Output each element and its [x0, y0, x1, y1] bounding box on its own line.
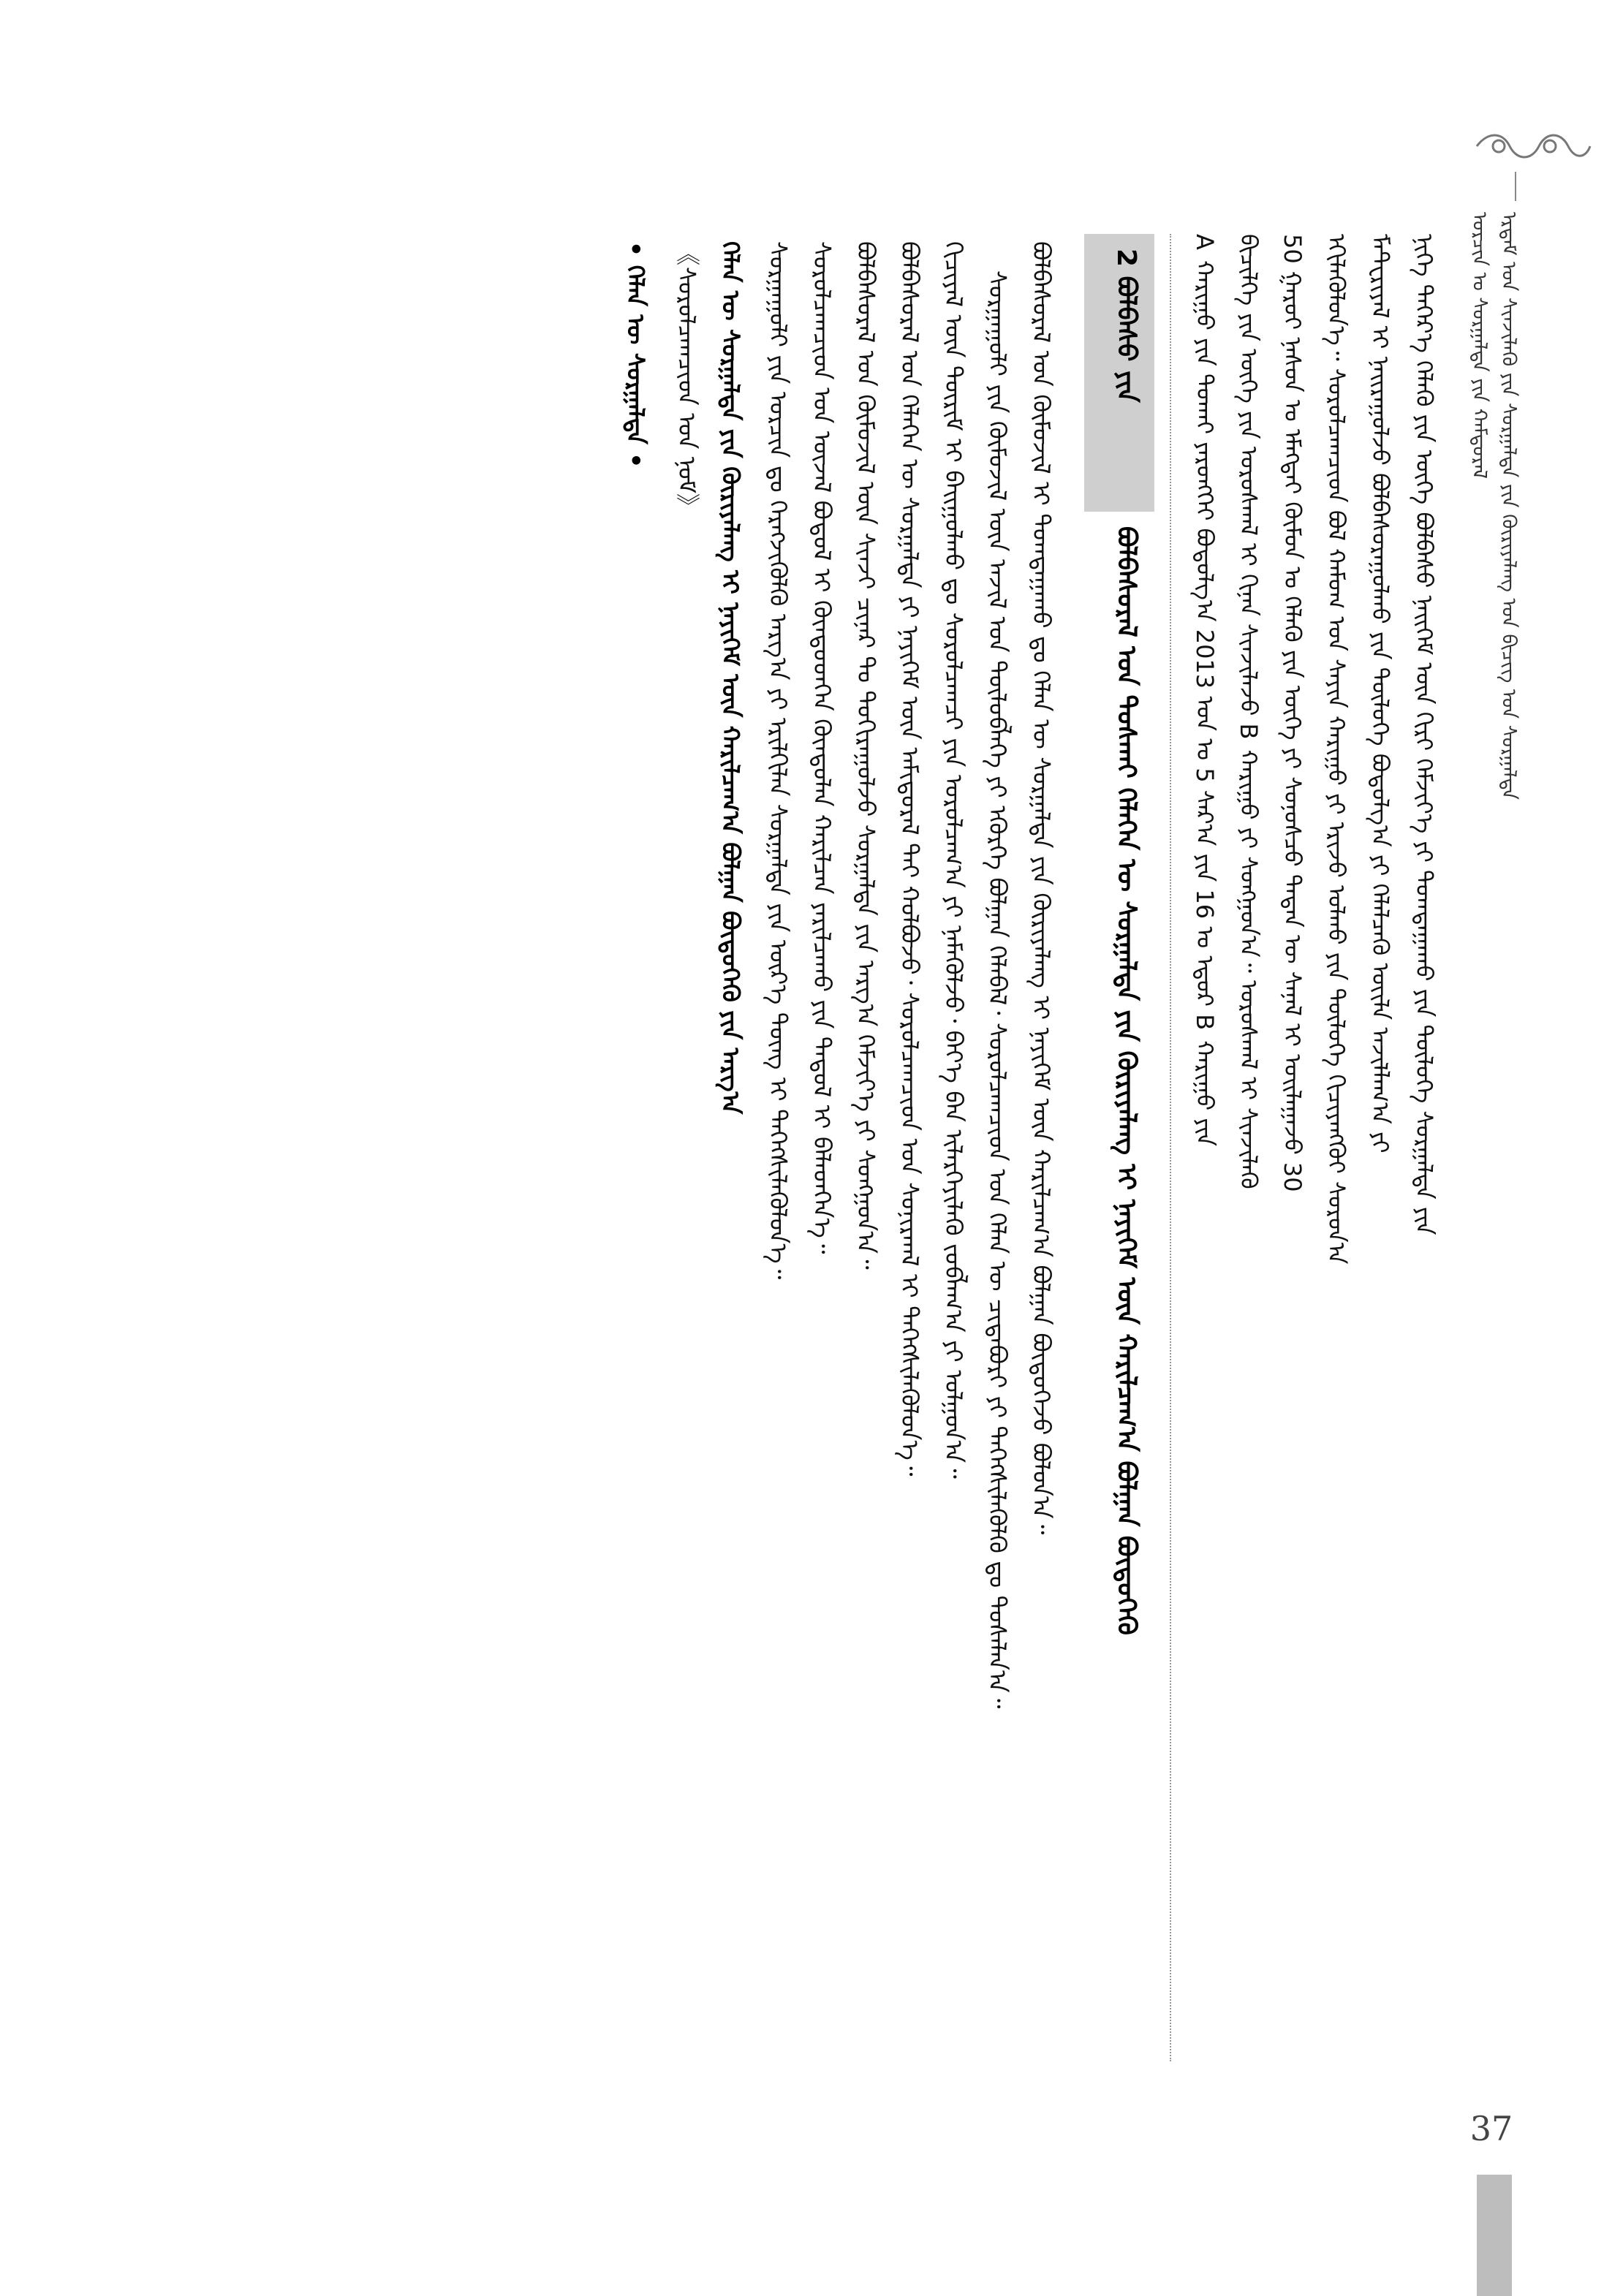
header-rule [1515, 172, 1516, 201]
section-label-box [1084, 234, 1154, 512]
intro-line: ᠨᠢᠭᠡ ᠳᠡᠭᠡᠷ᠎ᠡ ᠬᠡᠯᠡᠬᠦ ᠶᠢᠨ ᠦᠭᠡ ᠪᠣᠯᠪᠠᠰᠤ ᠨᠡᠢᠭᠡᠮ ᠦᠨ ᠬᠢᠷᠢ ᠬᠡᠮᠵᠢᠶ᠎ᠡ ᠶᠢ ᠲᠣᠭᠲᠠᠭᠠᠬᠤ ᠶᠢᠨ ᠲᠥᠯᠦᠭᠡ ᠰᠤᠷᠭᠠᠯᠳᠠ ᠶᠢᠨ [1410, 234, 1438, 1235]
page-number: 37 [1469, 2109, 1513, 2148]
intro-line: ᠡᠬᠢᠯᠡᠭᠦᠯᠦᠨ᠎ᠡ᠃ ᠰᠤᠷᠤᠯᠴᠠᠭᠴᠢᠳ ᠪᠣᠯ ᠬᠠᠮᠤᠭ ᠤᠨ ᠰᠠᠶᠢᠨ ᠬᠠᠷᠢᠭᠤ ᠶᠢ ᠡᠷᠢᠵᠦ ᠣᠯᠬᠤ ᠶᠢᠨ ᠲᠥᠯᠦᠭᠡ ᠬᠢᠴᠢᠶᠡᠩᠭᠦᠢ ᠰᠤᠷᠤᠨ᠎ᠠ [1323, 234, 1350, 1265]
body-line: ᠰᠤᠷᠭᠠᠭᠤᠯᠢ ᠶᠢᠨ ᠬᠦᠮᠦᠵᠢᠯ ᠦᠨ ᠠᠵᠢᠯ ᠤᠨ ᠲᠥᠯᠦᠪᠯᠡᠭᠡ ᠶᠢ ᠡᠭᠦᠷᠭᠡ ᠪᠣᠯᠭᠠᠨ ᠬᠡᠯᠡᠪᠡᠯ᠂ ᠰᠤᠷᠤᠯᠴᠠᠭᠴᠢᠳ ᠤᠨ ᠬᠡᠯᠡᠨ ᠦ ᠴᠢᠳᠠᠪᠤᠷᠢ ᠶᠢ ᠳᠡᠭᠡᠭᠰᠢᠯᠡᠭᠦᠯᠬᠦ ᠳᠤ ᠲᠤᠰᠠᠯᠠᠨ᠎ᠠ᠃ [983, 270, 1012, 1709]
body-line: ᠰᠤᠷᠭᠠᠭᠤᠯᠢ ᠶᠢᠨ ᠣᠷᠴᠢᠨ ᠳᠤ ᠬᠡᠷᠡᠭᠵᠢᠭᠦᠯᠬᠦ ᠠᠷᠭ᠎ᠠ ᠶᠢ ᠡᠷᠢᠯᠬᠢᠯᠡᠨ ᠰᠤᠷᠭᠠᠯᠳᠠ ᠶᠢᠨ ᠦᠷ᠎ᠡ ᠳᠦᠩ ᠢ ᠳᠡᠭᠡᠭᠰᠢᠯᠡᠭᠦᠯᠦᠨ᠎ᠡ᠃ [764, 241, 792, 1280]
intro-line: ᠪᠢᠴᠢᠯᠭᠡ ᠶᠢᠨ ᠦᠭᠡ ᠶᠢᠨ ᠤᠷᠤᠰᠬᠠᠯ ᠢ ᠬᠢᠨᠠᠨ ᠰᠢᠨᠵᠢᠯᠡᠵᠦ B ᠬᠠᠷᠢᠭᠤ ᠶᠢ ᠰᠣᠩᠭᠣᠨ᠎ᠠ᠃ ᠤᠷᠤᠰᠬᠠᠯ ᠢ ᠰᠢᠨᠵᠢᠯᠡᠬᠦ [1235, 234, 1263, 1189]
intro-line: 50 ᠭᠠᠷᠤᠢ ᠨᠠᠰᠤᠨ ᠤ ᠡᠮᠡᠭᠲᠡᠢ ᠬᠦᠮᠦᠨ ᠤ ᠬᠡᠯᠡᠬᠦ ᠶᠢᠨ ᠦᠭᠡ ᠶᠢ ᠰᠣᠨᠣᠰᠴᠤ ᠲᠡᠳᠡᠨ ᠦ ᠰᠠᠨᠠᠯ ᠢ ᠣᠢᠯᠠᠭᠠᠵᠤ 30 [1279, 234, 1306, 1192]
running-title-line: ᠣᠷᠴᠢᠨ ᠤ ᠰᠤᠷᠭᠠᠯᠳᠠ ᠶᠢᠨ ᠬᠠᠮᠲᠤᠷᠠᠯ [1468, 212, 1491, 479]
intro-line: ᠮᠠᠲ᠋ᠧᠷᠢᠶᠠᠯ ᠢ ᠨᠠᠢᠷᠠᠭᠤᠯᠵᠤ ᠪᠣᠯᠪᠠᠰᠤᠷᠠᠭᠤᠯᠬᠤ ᠶᠢᠨ ᠲᠥᠯᠦᠭᠡ ᠪᠣᠳᠤᠯᠭ᠎ᠠ ᠶᠢ ᠬᠡᠯᠡᠯᠴᠡᠬᠦ ᠦᠢᠯᠡ ᠠᠵᠢᠯᠯᠠᠭ᠎ᠠ ᠶᠢ [1366, 234, 1394, 1153]
header-ornament-icon [1469, 124, 1594, 168]
body-line: ᠪᠣᠯᠪᠠᠰᠤᠷᠠᠯ ᠤᠨ ᠬᠡᠯᠡᠭᠡᠨ ᠦ ᠰᠤᠷᠭᠠᠯᠳᠠ ᠶᠢ ᠨᠡᠶᠢᠭᠡᠮ ᠦᠨ ᠠᠮᠢᠳᠤᠷᠠᠯ ᠲᠠᠢ ᠬᠣᠯᠪᠣᠵᠤ᠂ ᠰᠤᠷᠤᠯᠴᠠᠭᠴᠢᠳ ᠤᠨ ᠰᠣᠨᠢᠷᠬᠠᠯ ᠢ ᠳᠡᠭᠡᠭᠰᠢᠯᠡᠭᠦᠯᠦᠨ᠎ᠡ᠃ [896, 241, 924, 1477]
intro-divider [1170, 234, 1171, 2061]
section-title: ᠪᠣᠯᠪᠠᠰᠤᠷᠠᠯ ᠤᠨ ᠲᠤᠰᠬᠠᠢ ᠬᠡᠯᠡᠭᠡᠨ ᠦ ᠰᠤᠷᠭᠠᠯᠳᠠ ᠶᠢᠨ ᠬᠦᠷᠢᠶᠡᠯᠡᠩ ᠢ ᠨᠡᠶᠢᠭᠡᠮ ᠦᠨ ᠬᠠᠷᠢᠯᠴᠠᠭ᠎ᠠ ᠪᠣᠯᠭᠠᠨ ᠪᠦᠲᠦᠭᠡᠬᠦ [1111, 526, 1141, 1635]
section-label: 2 ᠪᠣᠯᠪᠠᠰᠤ ᠶᠢᠨ [1111, 249, 1141, 403]
bullet-line: • ᠬᠡᠯᠡᠨ ᠦ ᠰᠤᠷᠭᠠᠯᠳᠠ • [621, 241, 650, 469]
running-title-line: ᠡᠷᠳᠡᠮ ᠤᠨ ᠰᠢᠨᠵᠢᠯᠡᠬᠦ ᠶᠢᠨ ᠰᠤᠷᠭᠠᠯᠳᠠ ᠶᠢᠨ ᠬᠦᠷᠢᠶᠡᠯᠡᠩ ᠤᠨ ᠪᠢᠴᠢᠭ᠌ ᠤᠨ ᠰᠤᠷᠭᠠᠯᠳᠠ [1497, 212, 1520, 800]
page-tab [1477, 2175, 1512, 2296]
body-line: ᠪᠣᠯᠪᠠᠰᠤᠷᠠᠯ ᠤᠨ ᠬᠦᠮᠦᠵᠢᠯ ᠢ ᠲᠣᠭᠲᠠᠭᠠᠬᠤ ᠳᠤ ᠬᠡᠯᠡᠨ ᠦ ᠰᠤᠷᠭᠠᠯᠳᠠ ᠶᠢᠨ ᠬᠦᠷᠢᠶᠡᠯᠡᠩ ᠢ ᠨᠡᠶᠢᠭᠡᠮ ᠦᠨ ᠬᠠᠷᠢᠯᠴᠠᠭ᠎ᠠ ᠪᠣᠯᠭᠠᠨ ᠪᠦᠲᠦᠭᠡᠵᠦ ᠪᠣᠯᠤᠨ᠎ᠠ᠃ [1027, 241, 1056, 1535]
bold-line: ᠬᠡᠯᠡᠨ ᠦ ᠰᠤᠷᠭᠠᠯᠳᠠ ᠶᠢᠨ ᠬᠦᠷᠢᠶᠡᠯᠡᠩ ᠢ ᠨᠡᠶᠢᠭᠡᠮ ᠦᠨ ᠬᠠᠷᠢᠯᠴᠠᠭ᠎ᠠ ᠪᠣᠯᠭᠠᠨ ᠪᠦᠲᠦᠭᠡᠬᠦ ᠶᠢᠨ ᠠᠷᠭ᠎ᠠ [716, 241, 745, 1115]
intro-line: A ᠬᠠᠷᠢᠭᠤ ᠶᠢᠨ ᠲᠤᠬᠠᠢ ᠶᠡᠷᠦᠩᠬᠡᠢ ᠪᠣᠳᠤᠯᠭ᠎ᠠ 2013 ᠣᠨ ᠤ 5 ᠰᠠᠷ᠎ᠠ ᠶᠢᠨ 16 ᠤ ᠡᠳᠦᠷ B ᠬᠠᠷᠢᠭᠤ ᠶᠢᠨ [1191, 234, 1219, 1147]
citation: 《ᠰᠤᠷᠤᠯᠴᠠᠭᠴᠢᠳ ᠤᠨ ᠨᠣᠮ》 [673, 241, 701, 519]
body-line: ᠬᠢᠴᠢᠶᠡᠯ ᠦᠨ ᠳᠦᠷᠢᠮ ᠢ ᠪᠠᠢᠭᠤᠯᠬᠤ ᠳᠤ ᠰᠤᠷᠤᠯᠴᠠᠭᠴᠢ ᠶᠢᠨ ᠣᠷᠤᠯᠴᠠᠭ᠎ᠠ ᠶᠢ ᠨᠡᠮᠡᠭᠦᠯᠵᠦ᠂ ᠪᠡᠶ᠎ᠡ ᠪᠡᠨ ᠢᠯᠡᠷᠬᠡᠶᠢᠯᠡᠬᠦ ᠵᠣᠪᠯᠠᠭ᠎ᠠ ᠶᠢ ᠣᠯᠭᠤᠨ᠎ᠠ᠃ [939, 241, 968, 1479]
body-line: ᠰᠤᠷᠤᠯᠴᠠᠭᠴᠢᠳ ᠤᠨ ᠦᠵᠡᠯ ᠪᠣᠳᠤᠯ ᠢ ᠬᠦᠨᠳᠦᠳᠬᠡᠨ ᠬᠦᠨᠳᠦᠯᠡᠨ ᠬᠠᠷᠢᠯᠴᠠᠨ ᠶᠠᠷᠢᠯᠴᠠᠬᠤ ᠶᠢᠨ ᠳᠠᠳᠤᠯ ᠢ ᠪᠡᠯᠡᠳᠬᠡᠨ᠎ᠡ᠃ [808, 241, 836, 1254]
body-line: ᠪᠣᠯᠪᠠᠰᠤᠷᠠᠯ ᠤᠨ ᠬᠦᠮᠦᠵᠢᠯ ᠦᠨ ᠰᠢᠨᠵᠢ ᠴᠢᠨᠠᠷ ᠲᠤ ᠲᠣᠬᠢᠷᠠᠭᠤᠯᠵᠤ ᠰᠤᠷᠭᠠᠯᠳᠠ ᠶᠢᠨ ᠠᠷᠭ᠎ᠠ ᠬᠡᠮᠵᠢᠶ᠎ᠡ ᠶᠢ ᠰᠣᠩᠭᠣᠨ᠎ᠠ᠃ [852, 241, 880, 1270]
